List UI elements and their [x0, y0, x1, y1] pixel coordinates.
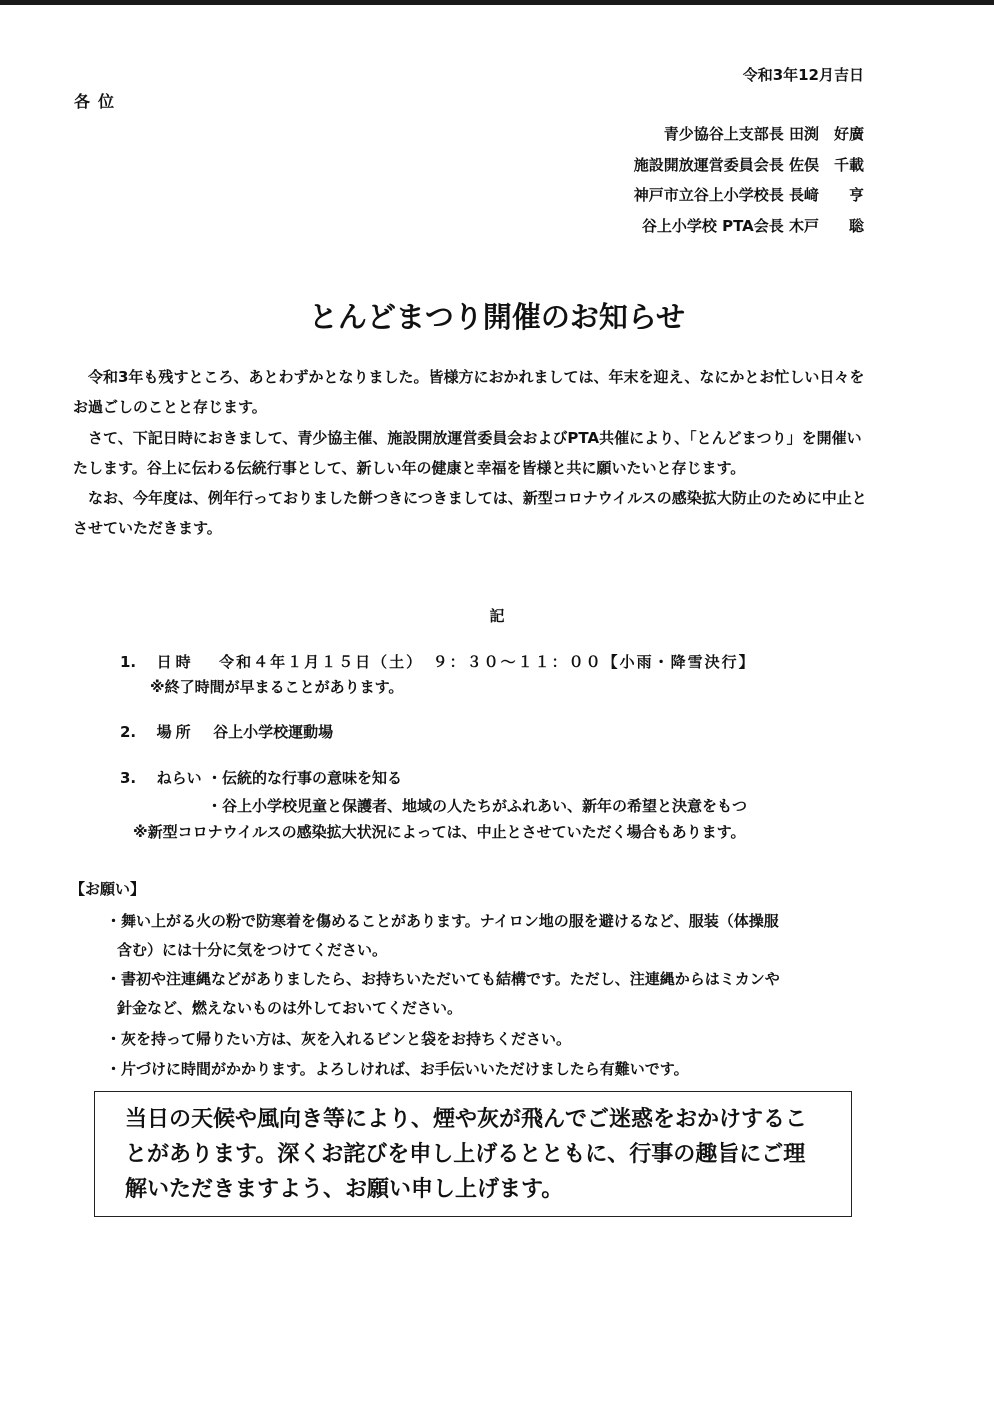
aim-point: ・伝統的な行事の意味を知る [207, 769, 403, 787]
body-paragraph: さて、下記日時におきまして、青少協主催、施設開放運営委員会およびPTA共催により、「とんどまつり」を開催いたします。谷上に伝わる伝統行事として、新しい年の健康と幸福を皆様と共に願いたいと存じます。 [73, 428, 862, 477]
aim-point: ・谷上小学校児童と保護者、地域の人たちがふれあい、新年の希望と決意をもつ [207, 797, 748, 815]
ki-heading: 記 [489, 607, 505, 625]
issue-date: 令和3年12月吉日 [742, 66, 864, 84]
body-paragraph: なお、今年度は、例年行っておりました餅つきにつきましては、新型コロナウイルスの感染拡大防止のために中止とさせていただきます。 [73, 489, 867, 538]
sender-line: 施設開放運営委員会長 佐俣 千載 [633, 155, 864, 174]
item-number: 1. [120, 653, 137, 671]
item-datetime-note: ※終了時間が早まることがあります。 [150, 678, 404, 696]
request-line: ・片づけに時間がかかります。よろしければ、お手伝いいただけましたら有難いです。 [106, 1060, 689, 1078]
item-number: 3. [120, 769, 137, 787]
item-number: 2. [120, 723, 137, 741]
sender-line: 神戸市立谷上小学校長 長﨑 亨 [633, 186, 864, 204]
notice-text: 当日の天候や風向き等により、煙や灰が飛んでご迷惑をおかけすることがあります。深くお詫びを申し上げるとともに、行事の趣旨にご理解いただきますよう、お願い申し上げます。 [125, 1107, 808, 1202]
body-paragraph: 令和3年も残すところ、あとわずかとなりました。皆様方におかれましては、年末を迎え、なにかとお忙しい日々をお過ごしのことと存じます。 [73, 368, 865, 417]
item-value: 谷上小学校運動場 [213, 723, 334, 741]
request-line: 針金など、燃えないものは外しておいてください。 [117, 999, 463, 1017]
item-place [120, 721, 333, 742]
item-datetime [120, 651, 756, 672]
request-line: ・書初や注連縄などがありましたら、お持ちいただいても結構です。ただし、注連縄からはミカンや [106, 970, 780, 988]
request-line: ・舞い上がる火の粉で防寒着を傷めることがあります。ナイロン地の服を避けるなど、服装（体操服 [106, 912, 779, 930]
document-title: とんどまつり開催のお知らせ [308, 300, 686, 334]
request-line: 含む）には十分に気をつけてください。 [117, 941, 388, 959]
sender-list [634, 119, 864, 241]
body-text [73, 362, 873, 544]
item-label: 場所 [156, 723, 195, 741]
scan-top-edge [0, 0, 994, 5]
sender-line: 青少協谷上支部長 田渕 好廣 [663, 125, 864, 143]
item-label: 日時 [156, 653, 195, 671]
request-line: ・灰を持って帰りたい方は、灰を入れるビンと袋をお持ちください。 [106, 1030, 572, 1048]
sender-line: 谷上小学校 PTA会長 木戸 聡 [641, 216, 864, 235]
requests-title: 【お願い】 [70, 880, 146, 898]
item-aim [120, 767, 202, 788]
item-value: 令和４年１月１５日（土） ９：３０～１１：００【小雨・降雪決行】 [219, 653, 756, 671]
notice-box [94, 1091, 852, 1217]
item-label: ねらい [156, 769, 202, 787]
addressee: 各位 [74, 92, 123, 111]
item-aim-note: ※新型コロナウイルスの感染拡大状況によっては、中止とさせていただく場合もあります。 [133, 823, 746, 841]
